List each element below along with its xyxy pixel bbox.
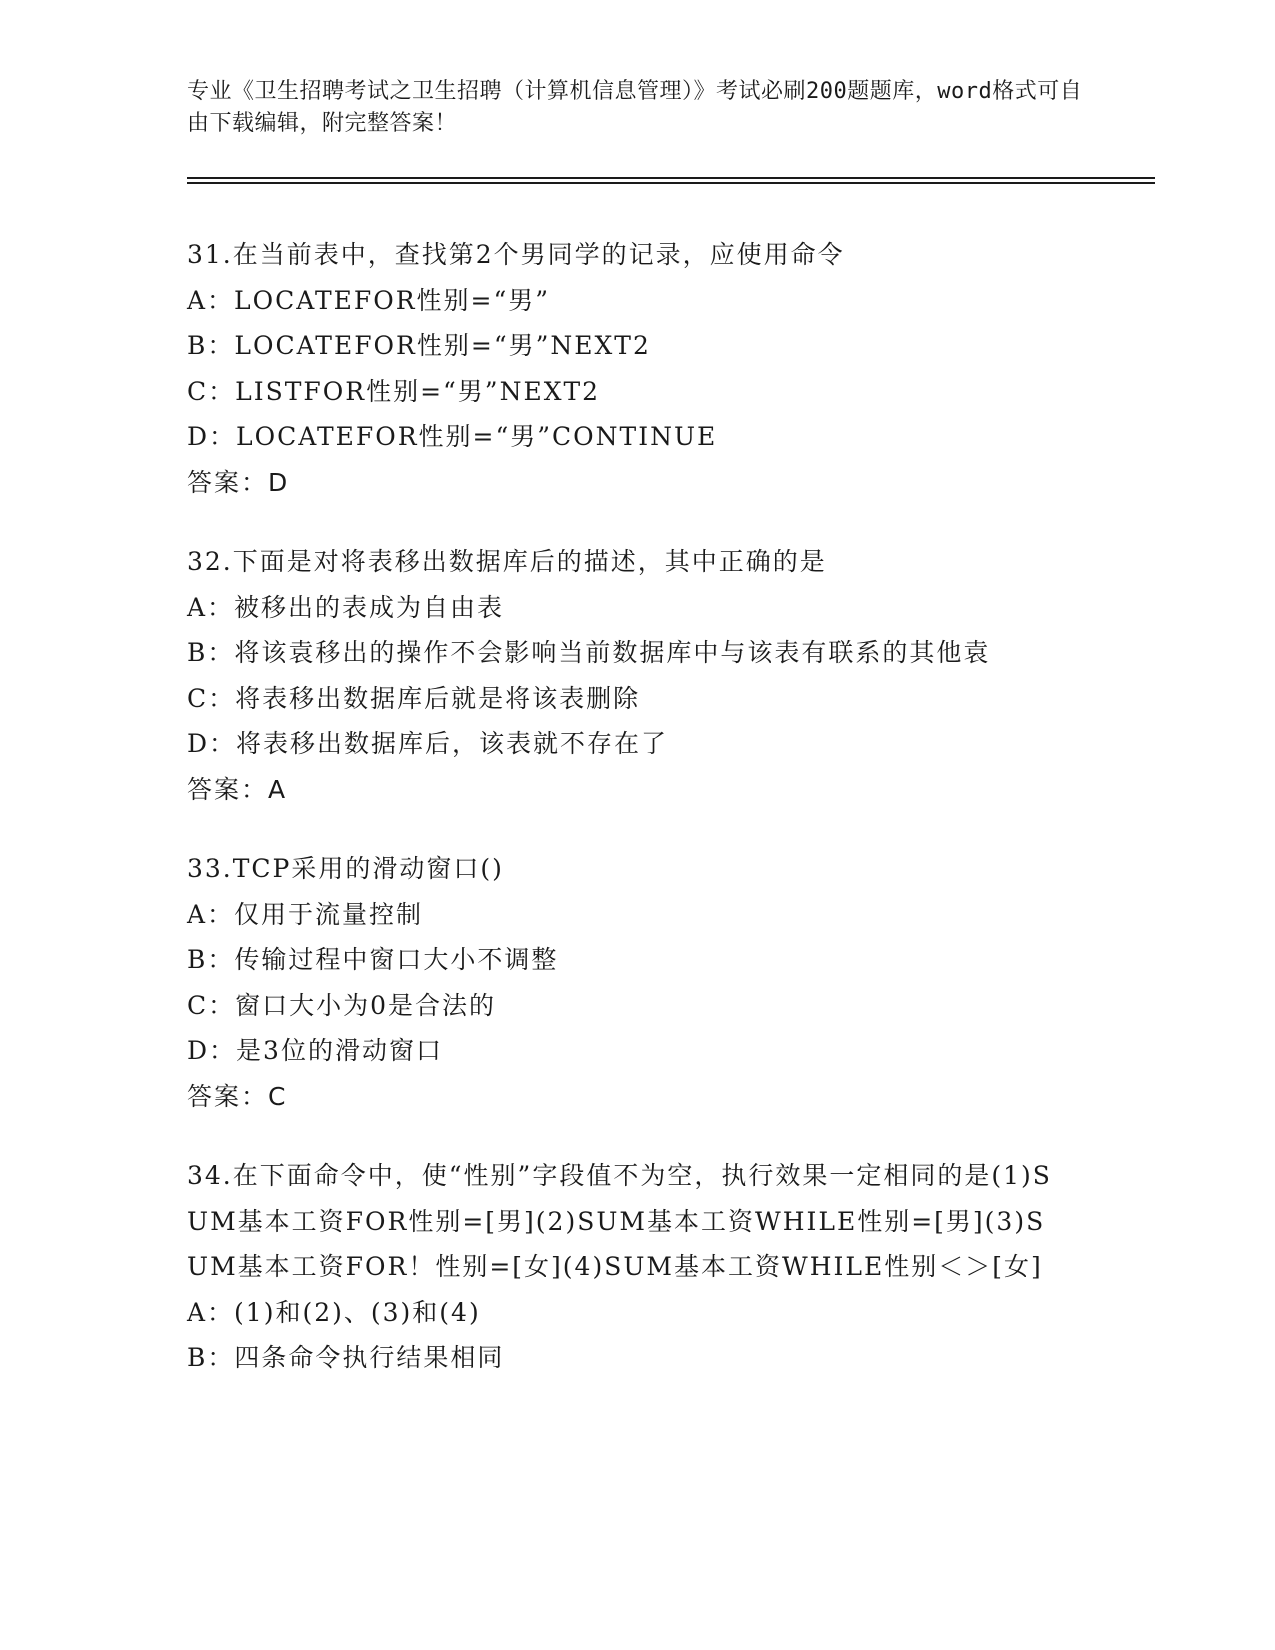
question-list	[187, 232, 1147, 1415]
question-stem: 31.在当前表中，查找第2个男同学的记录，应使用命令	[187, 240, 845, 269]
option-b: B：将该袁移出的操作不会影响当前数据库中与该表有联系的其他袁	[187, 638, 991, 667]
option-c: C：LISTFOR性别=“男”NEXT2	[187, 376, 601, 406]
question-33	[187, 846, 1147, 1119]
option-b: B：四条命令执行结果相同	[187, 1343, 505, 1372]
document-header	[187, 76, 1087, 140]
option-c: C：将表移出数据库后就是将该表删除	[187, 683, 641, 713]
option-a: A：仅用于流量控制	[187, 899, 424, 929]
question-34	[187, 1153, 1147, 1381]
document-title: 专业《卫生招聘考试之卫生招聘（计算机信息管理）》考试必刷200题题库，word格式可自由下载编辑，附完整答案！	[187, 79, 1083, 136]
question-stem: 33.TCP采用的滑动窗口()	[187, 854, 504, 883]
option-a: A：LOCATEFOR性别=“男”	[187, 285, 551, 315]
question-31	[187, 232, 1147, 505]
option-b: B：LOCATEFOR性别=“男”NEXT2	[187, 331, 651, 360]
answer-label: 答案：D	[187, 467, 290, 497]
answer-label: 答案：C	[187, 1081, 288, 1111]
option-b: B：传输过程中窗口大小不调整	[187, 945, 559, 974]
question-32	[187, 539, 1147, 812]
header-divider-bottom	[187, 182, 1155, 184]
question-stem: 32.下面是对将表移出数据库后的描述，其中正确的是	[187, 547, 827, 576]
option-c: C：窗口大小为0是合法的	[187, 990, 497, 1020]
option-d: D：LOCATEFOR性别=“男”CONTINUE	[187, 422, 718, 451]
option-a: A：被移出的表成为自由表	[187, 592, 505, 622]
question-stem: 34.在下面命令中，使“性别”字段值不为空，执行效果一定相同的是(1)SUM基本工资FOR性别=[男](2)SUM基本工资WHILE性别=[男](3)SUM基本工资FOR！性别=[女](4)SUM基本工资WHILE性别＜＞[女]	[187, 1161, 1052, 1281]
option-a: A：(1)和(2)、(3)和(4)	[187, 1297, 481, 1327]
option-d: D：将表移出数据库后，该表就不存在了	[187, 729, 669, 758]
answer-label: 答案：A	[187, 774, 288, 804]
header-divider-top	[187, 177, 1155, 179]
option-d: D：是3位的滑动窗口	[187, 1036, 443, 1065]
